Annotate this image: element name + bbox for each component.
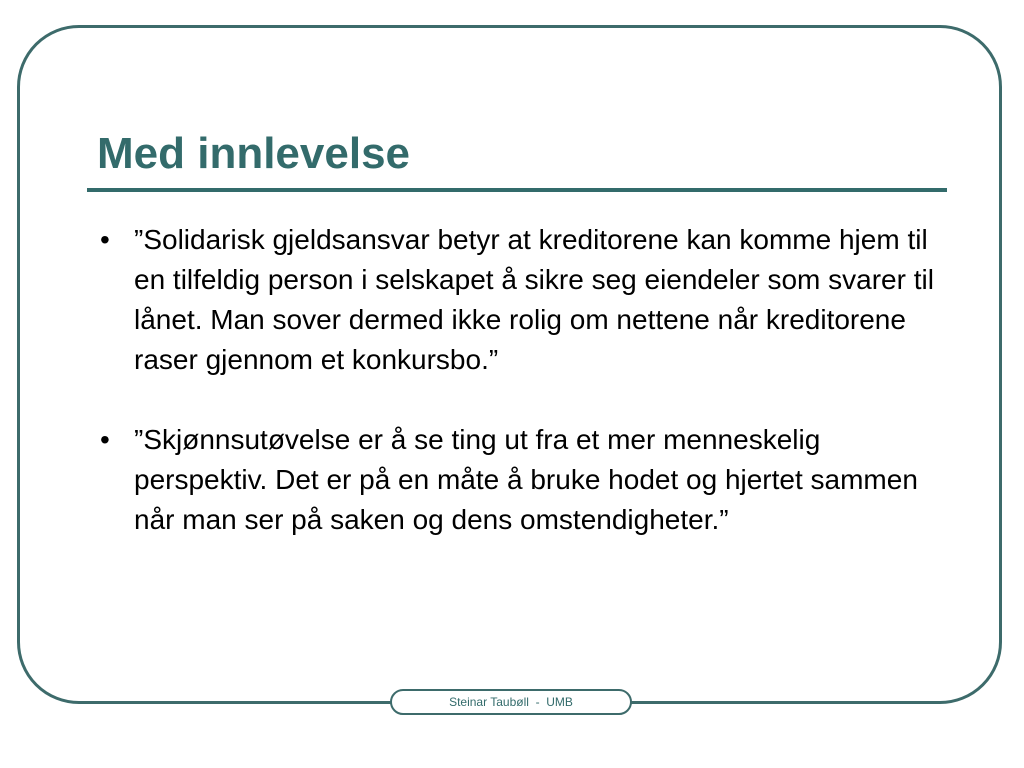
bullet-item-solidarisk	[98, 220, 938, 380]
bullet-text: ”Solidarisk gjeldsansvar betyr at kreditorene kan komme hjem til en tilfeldig person i selskapet å sikre seg eiendeler som svarer til lånet. Man sover dermed ikke rolig om nettene når kreditorene raser gjennom et konkursbo.”	[134, 224, 934, 375]
footer-badge	[390, 689, 632, 715]
footer-text: Steinar Taubøll - UMB	[449, 695, 573, 709]
bullet-item-skjonnsutovelse	[98, 420, 938, 540]
title-underline	[87, 188, 947, 192]
bullet-marker: •	[100, 224, 110, 255]
bullet-marker: •	[100, 424, 110, 455]
slide-title: Med innlevelse	[97, 129, 411, 178]
bullet-text: ”Skjønnsutøvelse er å se ting ut fra et mer menneskelig perspektiv. Det er på en måte å bruke hodet og hjertet sammen når man ser på saken og dens omstendigheter.”	[134, 424, 918, 535]
bullet-list	[98, 220, 938, 540]
